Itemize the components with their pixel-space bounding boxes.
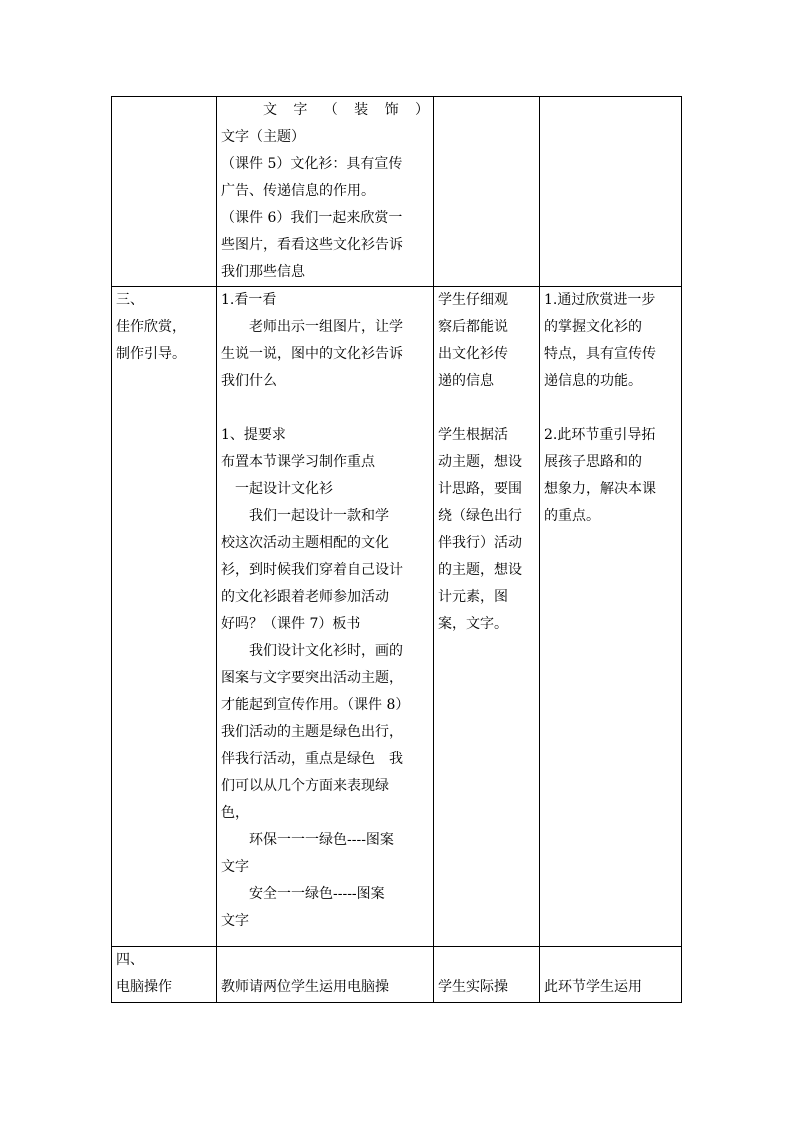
cell-step [112, 97, 217, 287]
text-line: 我们一起设计一款和学 [249, 508, 389, 524]
text-line: 递的信息 [438, 373, 494, 389]
text-line: 计思路，要围 [438, 481, 522, 497]
text-line: 们可以从几个方面来表现绿 [221, 778, 389, 794]
text-line: 展孩子思路和的 [544, 454, 642, 470]
text-line: 我们什么 [221, 373, 277, 389]
text-line: 此环节学生运用 [544, 979, 642, 995]
text-line: 我们活动的主题是绿色出行， [221, 724, 403, 740]
cell-design-intent [540, 287, 682, 947]
text-line: 察后都能说 [438, 319, 508, 335]
text-line: 衫，到时候我们穿着自己设计 [221, 562, 403, 578]
text-line: 图案与文字要突出活动主题， [221, 670, 403, 686]
text-line: 一起设计文化衫 [235, 481, 333, 497]
text-line: 文字 [221, 913, 249, 929]
text-line: 学生实际操 [438, 979, 508, 995]
text-line: 文字（主题） [221, 129, 305, 145]
text-line: 些图片，看看这些文化衫告诉 [221, 237, 403, 253]
cell-step [112, 947, 217, 1003]
cell-design-intent [540, 947, 682, 1003]
text-line: 好吗？（课件 7）板书 [221, 616, 361, 632]
text-line: 学生仔细观 [438, 292, 508, 308]
text-line: 教师请两位学生运用电脑操 [221, 979, 389, 995]
text-line: 才能起到宣传作用。（课件 8） [221, 697, 410, 713]
text-line: 递信息的功能。 [544, 373, 642, 389]
cell-step [112, 287, 217, 947]
text-line: 生说一说，图中的文化衫告诉 [221, 346, 403, 362]
cell-student-activity [434, 287, 540, 947]
cell-student-activity [434, 97, 540, 287]
text-line: 的重点。 [544, 508, 600, 524]
table-row [112, 947, 682, 1003]
decorated-text-line: 文 字 （ 装 饰 ） [263, 102, 429, 118]
text-line: 布置本节课学习制作重点 [221, 454, 375, 470]
step-title: 佳作欣赏， [116, 319, 186, 335]
step-number: 三、 [116, 292, 144, 308]
text-line: 伴我行）活动 [438, 535, 522, 551]
text-line: 绕（绿色出行 [438, 508, 522, 524]
text-line: 广告、传递信息的作用。 [221, 183, 375, 199]
text-line: （课件 6）我们一起来欣赏一 [221, 210, 403, 226]
table-row [112, 97, 682, 287]
text-line: 学生根据活 [438, 427, 508, 443]
table-row [112, 287, 682, 947]
text-line: 出文化衫传 [438, 346, 508, 362]
text-line: 校这次活动主题相配的文化 [221, 535, 389, 551]
text-line: 特点，具有宣传传 [544, 346, 656, 362]
text-line: 计元素，图 [438, 589, 508, 605]
text-line: （课件 5）文化衫：具有宣传 [221, 156, 403, 172]
text-line: 案，文字。 [438, 616, 508, 632]
text-line: 伴我行活动，重点是绿色 我 [221, 751, 403, 767]
text-line: 的掌握文化衫的 [544, 319, 642, 335]
cell-teacher-activity [217, 947, 434, 1003]
lesson-plan-table [111, 96, 682, 1003]
text-line: 我们那些信息 [221, 264, 305, 280]
text-line: 2.此环节重引导拓 [544, 427, 656, 443]
cell-student-activity [434, 947, 540, 1003]
text-line: 动主题，想设 [438, 454, 522, 470]
text-line: 1.看一看 [221, 292, 277, 308]
text-line: 文字 [221, 859, 249, 875]
text-line: 安全一一绿色-----图案 [249, 886, 385, 902]
text-line: 的主题，想设 [438, 562, 522, 578]
step-number: 四、 [116, 952, 144, 968]
text-line: 1.通过欣赏进一步 [544, 292, 656, 308]
text-line: 老师出示一组图片，让学 [249, 319, 403, 335]
text-line: 1、提要求 [221, 427, 286, 443]
text-line: 环保一一一绿色----图案 [249, 832, 394, 848]
cell-design-intent [540, 97, 682, 287]
text-line: 的文化衫跟着老师参加活动 [221, 589, 389, 605]
text-line: 我们设计文化衫时，画的 [249, 643, 403, 659]
cell-teacher-activity [217, 97, 434, 287]
text-line: 想象力，解决本课 [544, 481, 656, 497]
step-title: 电脑操作 [116, 979, 172, 995]
text-line: 色， [221, 805, 249, 821]
step-title: 制作引导。 [116, 346, 186, 362]
cell-teacher-activity [217, 287, 434, 947]
